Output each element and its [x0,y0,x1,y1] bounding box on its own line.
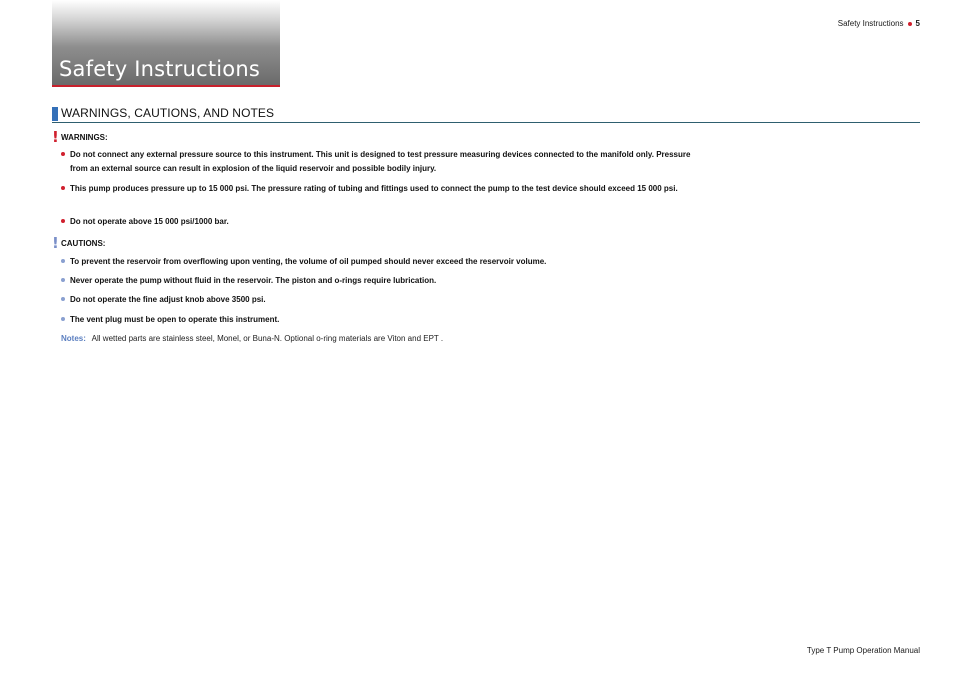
blue-bullet-icon [61,297,65,301]
cautions-heading [52,234,106,252]
title-banner [52,0,280,87]
warnings-label: WARNINGS: [61,133,108,142]
warning-exclamation-icon: ! [52,128,59,146]
list-item: Never operate the pump without fluid in the reservoir. The piston and o-rings require lubrication. [61,274,436,288]
list-item: Do not connect any external pressure source to this instrument. This unit is designed to test pressure measuring devices connected to the manifold only. Pressure from an external source can result in explosion of the liquid reservoir and possible bodily injury. [61,148,701,175]
cautions-label: CAUTIONS: [61,239,106,248]
red-bullet-icon [61,219,65,223]
page-number: 5 [915,19,920,28]
notes-text: All wetted parts are stainless steel, Monel, or Buna-N. Optional o-ring materials are Viton and EPT . [91,334,444,343]
caution-exclamation-icon: ! [52,234,59,252]
section-marker-icon [52,107,58,121]
red-bullet-icon [61,186,65,190]
section-heading-text: WARNINGS, CAUTIONS, AND NOTES [61,106,275,120]
blue-bullet-icon [61,278,65,282]
bullet-dot-icon [908,22,912,26]
list-item: Do not operate the fine adjust knob above 3500 psi. [61,293,266,307]
footer-manual-title: Type T Pump Operation Manual [806,646,920,655]
list-item: To prevent the reservoir from overflowing upon venting, the volume of oil pumped should never exceed the reservoir volume. [61,255,546,269]
page-title: Safety Instructions [59,57,260,81]
red-bullet-icon [61,152,65,156]
list-item: The vent plug must be open to operate this instrument. [61,313,279,327]
notes [61,334,443,343]
blue-bullet-icon [61,317,65,321]
list-item: Do not operate above 15 000 psi/1000 bar. [61,215,229,229]
running-head [838,19,920,28]
list-item: This pump produces pressure up to 15 000 psi. The pressure rating of tubing and fittings used to connect the pump to the test device should exceed 15 000 psi. [61,182,678,196]
section-heading [52,107,920,123]
blue-bullet-icon [61,259,65,263]
warnings-heading [52,128,108,146]
running-head-section: Safety Instructions [837,19,904,28]
notes-label: Notes: [61,334,86,343]
